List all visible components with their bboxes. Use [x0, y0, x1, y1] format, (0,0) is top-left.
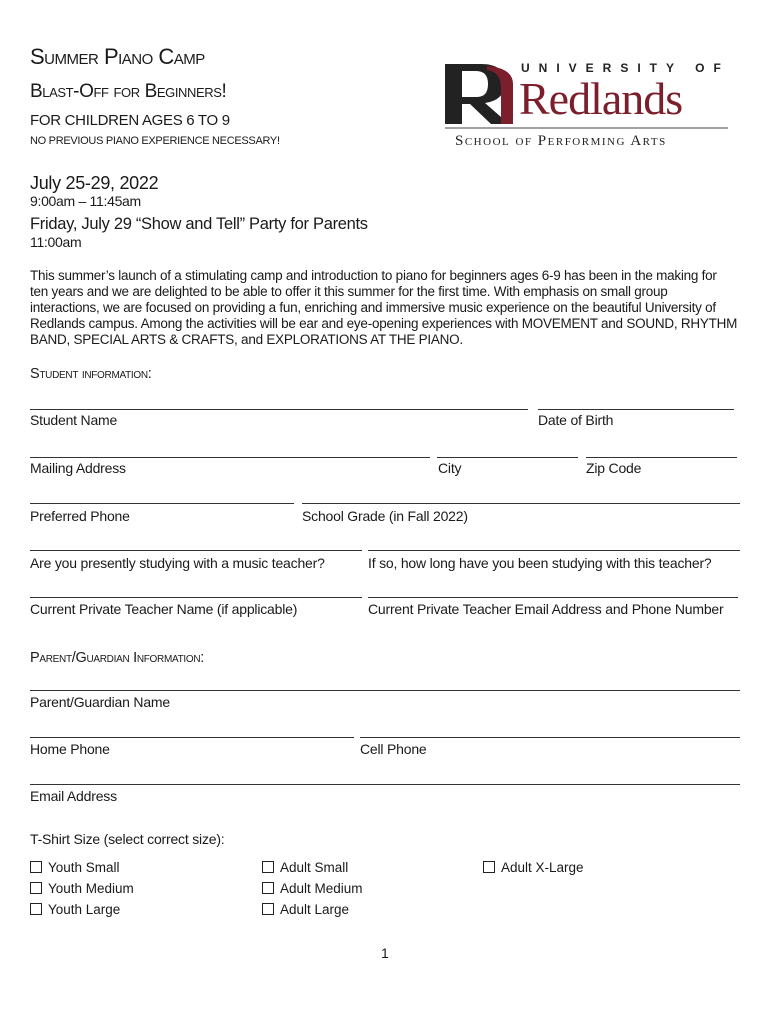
camp-dates: July 25-29, 2022	[30, 173, 159, 193]
page-number: 1	[381, 945, 389, 961]
phone-label: Preferred Phone	[30, 508, 130, 524]
tshirt-option-youth-large[interactable]: Youth Large	[30, 902, 120, 917]
how-long-label: If so, how long have you been studying with this teacher?	[368, 555, 712, 571]
student-section-heading: Student information:	[30, 366, 152, 382]
checkbox[interactable]	[30, 903, 42, 915]
city-label: City	[438, 460, 462, 476]
teacher-name-label: Current Private Teacher Name (if applicable)	[30, 601, 298, 617]
logo-name: Redlands	[519, 73, 683, 124]
city-line[interactable]	[437, 457, 578, 458]
checkbox[interactable]	[483, 861, 495, 873]
checkbox[interactable]	[30, 861, 42, 873]
teacher-contact-line[interactable]	[368, 597, 738, 598]
grade-line[interactable]	[302, 503, 740, 504]
cell-phone-line[interactable]	[360, 737, 740, 738]
student-name-line[interactable]	[30, 409, 528, 410]
tshirt-option-adult-large[interactable]: Adult Large	[262, 902, 349, 917]
tshirt-option-adult-small[interactable]: Adult Small	[262, 860, 348, 875]
camp-description: This summer’s launch of a stimulating camp and introduction to piano for beginners ages 6-9 has been in the making for ten years and we are delighted to be able to offer it this summer for the first time. With emphasis on small group interactions, we are focused on providing a fun, enriching and immersive music experience on the beautiful University of Redlands campus. Among the activities will be ear and eye-opening experiences with MOVEMENT and SOUND, RHYTHM BAND, SPECIAL ARTS & CRAFTS, and EXPLORATIONS AT THE PIANO.	[30, 268, 738, 347]
student-name-label: Student Name	[30, 412, 118, 428]
experience-note: NO PREVIOUS PIANO EXPERIENCE NECESSARY!	[30, 135, 280, 147]
studying-line[interactable]	[30, 550, 362, 551]
email-label: Email Address	[30, 788, 117, 804]
tshirt-heading: T-Shirt Size (select correct size):	[30, 831, 225, 847]
home-phone-line[interactable]	[30, 737, 354, 738]
teacher-name-line[interactable]	[30, 597, 362, 598]
logo-top-text: UNIVERSITY OF	[521, 61, 730, 75]
parent-name-line[interactable]	[30, 690, 740, 691]
checkbox[interactable]	[262, 861, 274, 873]
age-range: FOR CHILDREN AGES 6 TO 9	[30, 112, 230, 129]
address-line[interactable]	[30, 457, 430, 458]
parent-section-heading: Parent/Guardian Information:	[30, 650, 205, 666]
zip-line[interactable]	[586, 457, 737, 458]
tshirt-option-youth-medium[interactable]: Youth Medium	[30, 881, 134, 896]
cell-phone-label: Cell Phone	[360, 741, 427, 757]
email-line[interactable]	[30, 784, 740, 785]
checkbox[interactable]	[30, 882, 42, 894]
party-time: 11:00am	[30, 234, 82, 250]
studying-label: Are you presently studying with a music teacher?	[30, 555, 325, 571]
grade-label: School Grade (in Fall 2022)	[302, 508, 468, 524]
parent-name-label: Parent/Guardian Name	[30, 694, 170, 710]
how-long-line[interactable]	[368, 550, 740, 551]
address-label: Mailing Address	[30, 460, 126, 476]
page-subtitle: Blast-Off for Beginners!	[30, 81, 227, 102]
page-title: Summer Piano Camp	[30, 44, 205, 69]
tshirt-option-adult-xlarge[interactable]: Adult X-Large	[483, 860, 584, 875]
home-phone-label: Home Phone	[30, 741, 110, 757]
zip-label: Zip Code	[586, 460, 642, 476]
dob-line[interactable]	[538, 409, 734, 410]
logo-school: School of Performing Arts	[455, 133, 667, 149]
checkbox[interactable]	[262, 903, 274, 915]
tshirt-option-adult-medium[interactable]: Adult Medium	[262, 881, 363, 896]
party-info: Friday, July 29 “Show and Tell” Party for Parents	[30, 215, 368, 233]
checkbox[interactable]	[262, 882, 274, 894]
phone-line[interactable]	[30, 503, 294, 504]
camp-time: 9:00am – 11:45am	[30, 193, 141, 209]
tshirt-option-youth-small[interactable]: Youth Small	[30, 860, 120, 875]
teacher-contact-label: Current Private Teacher Email Address and Phone Number	[368, 601, 724, 617]
university-logo	[443, 60, 733, 155]
dob-label: Date of Birth	[538, 412, 614, 428]
